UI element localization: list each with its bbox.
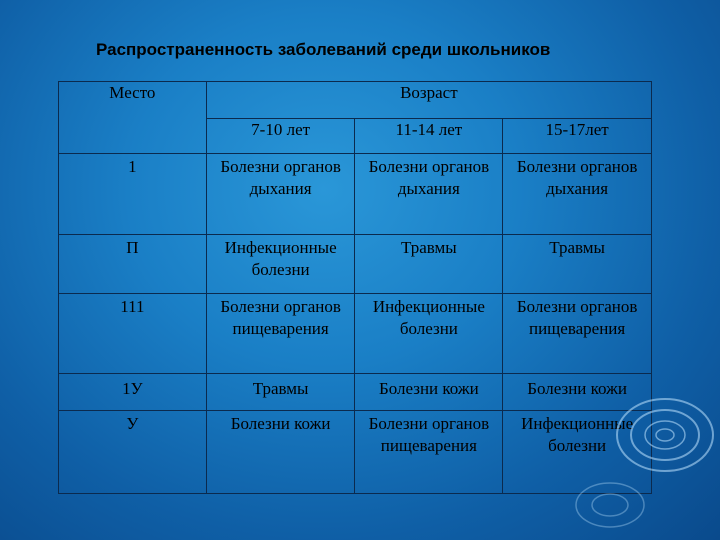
table-cell: Болезни кожи — [503, 374, 652, 411]
age-group-7-10: 7-10 лет — [206, 119, 355, 154]
table-cell: Болезни органов дыхания — [503, 154, 652, 235]
table-cell: Болезни органов пищеварения — [206, 294, 355, 374]
table-cell: Болезни органов дыхания — [206, 154, 355, 235]
table-cell: Болезни органов дыхания — [355, 154, 503, 235]
table-cell: Инфекционные болезни — [503, 411, 652, 494]
place-cell: 1 — [59, 154, 207, 235]
place-cell: П — [59, 235, 207, 294]
age-group-15-17: 15-17лет — [503, 119, 652, 154]
place-cell: 111 — [59, 294, 207, 374]
place-cell: У — [59, 411, 207, 494]
age-header: Возраст — [206, 82, 651, 119]
table-cell: Болезни органов пищеварения — [355, 411, 503, 494]
table-header-row — [59, 82, 652, 119]
slide-title: Распространенность заболеваний среди школьников — [96, 40, 551, 59]
table-cell: Болезни органов пищеварения — [503, 294, 652, 374]
table-cell: Болезни кожи — [206, 411, 355, 494]
table-cell: Травмы — [503, 235, 652, 294]
place-cell: 1У — [59, 374, 207, 411]
table-cell: Травмы — [206, 374, 355, 411]
table-row — [59, 154, 652, 235]
water-ripple-icon — [540, 340, 720, 540]
table-cell: Инфекционные болезни — [206, 235, 355, 294]
table-cell: Травмы — [355, 235, 503, 294]
table-cell: Инфекционные болезни — [355, 294, 503, 374]
place-header: Место — [59, 82, 207, 154]
table-row — [59, 235, 652, 294]
table-cell: Болезни кожи — [355, 374, 503, 411]
age-group-11-14: 11-14 лет — [355, 119, 503, 154]
